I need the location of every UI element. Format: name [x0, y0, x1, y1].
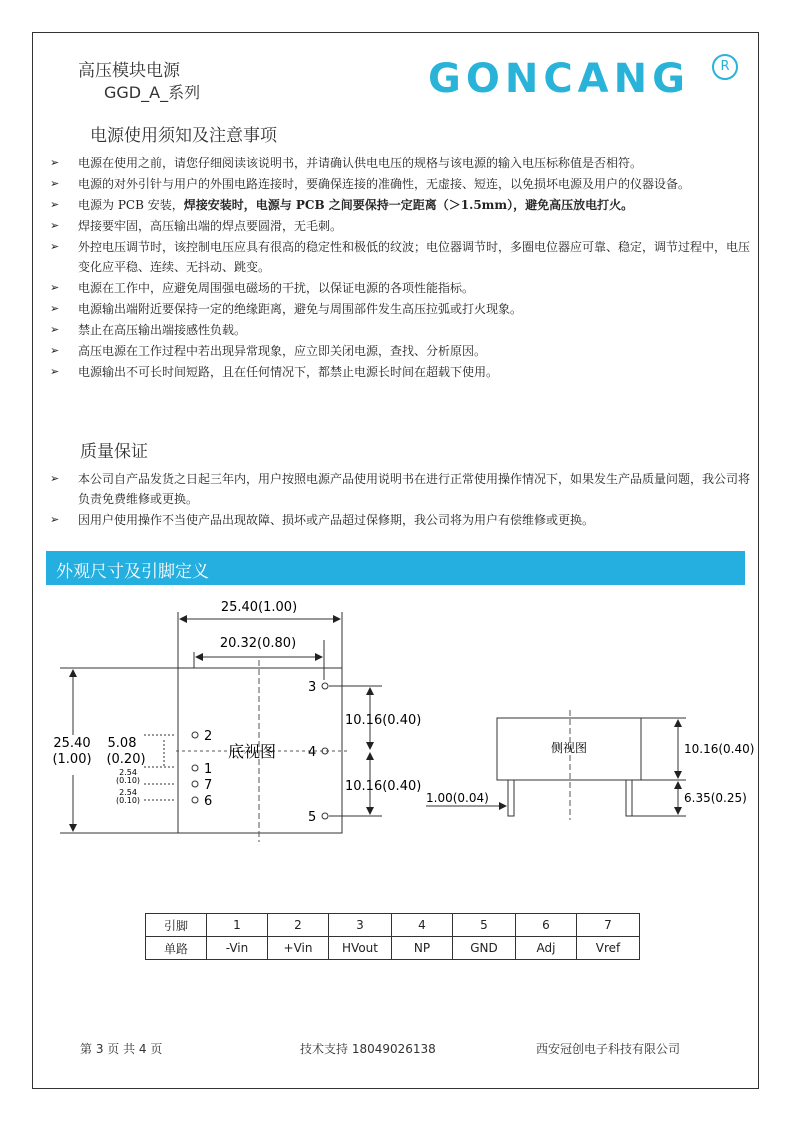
- list-item: ➢ 因用户使用操作不当使产品出现故障、损坏或产品超过保修期，我公司将为用户有偿维修或更换。: [50, 513, 595, 527]
- pin-6: [192, 797, 198, 803]
- list-item: ➢ 焊接要牢固，高压输出端的焊点要圆滑，无毛刺。: [50, 219, 343, 233]
- table-cell: 1: [207, 914, 268, 937]
- table-cell: 5: [453, 914, 516, 937]
- right-span-1-label: 10.16(0.40): [345, 713, 422, 728]
- table-header-cell: 引脚: [146, 914, 207, 937]
- svg-text:5: 5: [308, 810, 317, 825]
- registered-mark: R: [712, 54, 738, 80]
- svg-text:2: 2: [204, 729, 213, 744]
- dimensions-title: 外观尺寸及引脚定义: [56, 562, 209, 582]
- company-logo: GONCANG: [428, 56, 690, 102]
- list-item: ➢ 本公司自产品发货之日起三年内，用户按照电源产品使用说明书在进行正常使用操作情况下，如果发生产品质量问题，我公司将负责免费维修或更换。: [50, 472, 751, 506]
- table-cell: Adj: [516, 937, 577, 960]
- pin-length-label: 6.35(0.25): [684, 791, 747, 805]
- pin-3: [322, 683, 328, 689]
- svg-text:1: 1: [204, 762, 213, 777]
- quality-list: [50, 469, 750, 531]
- series-name: GGD_A_系列: [104, 83, 201, 102]
- svg-text:3: 3: [308, 680, 317, 695]
- pin-diameter-label: 1.00(0.04): [426, 791, 489, 805]
- side-height-label: 10.16(0.40): [684, 742, 755, 756]
- table-cell: 2: [268, 914, 329, 937]
- quality-title: 质量保证: [80, 442, 148, 462]
- support-phone: 技术支持 18049026138: [300, 1042, 436, 1056]
- table-row: [146, 914, 640, 937]
- notes-list: [50, 153, 750, 383]
- side-view-label: 侧视图: [550, 741, 588, 755]
- list-item: ➢ 禁止在高压输出端接感性负载。: [50, 323, 247, 337]
- svg-text:4: 4: [308, 745, 317, 760]
- table-header-cell: 单路: [146, 937, 207, 960]
- pin-table: [145, 913, 640, 960]
- table-row: [146, 937, 640, 960]
- pcb-warning: 焊接安装时，电源与 PCB 之间要保持一定距离（＞1.5mm），避免高压放电打火。: [183, 198, 634, 212]
- table-cell: -Vin: [207, 937, 268, 960]
- side-pin-right: [626, 780, 632, 816]
- pin-2: [192, 732, 198, 738]
- svg-text:6: 6: [204, 794, 213, 809]
- list-item: ➢ 电源在使用之前，请您仔细阅读该说明书，并请确认供电电压的规格与该电源的输入电压标称值是否相符。: [50, 156, 643, 170]
- pitch-inch-2: (0.10): [115, 796, 141, 805]
- list-item: ➢ 外控电压调节时，该控制电压应具有很高的稳定性和极低的纹波；电位器调节时，多圈电位器应可靠、稳定，调节过程中，电压变化应平稳、连续、无抖动、跳变。: [50, 240, 751, 274]
- side-pin-left: [508, 780, 514, 816]
- table-cell: 6: [516, 914, 577, 937]
- product-name: 高压模块电源: [78, 61, 180, 81]
- notes-title: 电源使用须知及注意事项: [90, 126, 277, 146]
- table-cell: 4: [392, 914, 453, 937]
- height-total-inch: (1.00): [52, 752, 92, 767]
- dimensions-section-bar: [46, 551, 745, 585]
- company-name: 西安冠创电子科技有限公司: [536, 1042, 681, 1056]
- list-item: ➢ 电源输出不可长时间短路，且在任何情况下，都禁止电源长时间在超载下使用。: [50, 365, 499, 379]
- svg-text:7: 7: [204, 778, 213, 793]
- pin-1: [192, 765, 198, 771]
- list-item: ➢ 电源在工作中，应避免周围强电磁场的干扰，以保证电源的各项性能指标。: [50, 281, 475, 295]
- dimension-drawing: [0, 585, 793, 845]
- list-item: ➢ 电源输出端附近要保持一定的绝缘距离，避免与周围部件发生高压拉弧或打火现象。: [50, 302, 523, 316]
- width-pins-label: 20.32(0.80): [219, 636, 297, 651]
- width-total-label: 25.40(1.00): [220, 600, 298, 615]
- table-cell: GND: [453, 937, 516, 960]
- table-cell: Vref: [577, 937, 640, 960]
- table-cell: NP: [392, 937, 453, 960]
- list-item: ➢ 电源为 PCB 安装，焊接安装时，电源与 PCB 之间要保持一定距离（＞1.5mm），避免高压放电打火。: [50, 198, 634, 212]
- table-cell: 3: [329, 914, 392, 937]
- list-item: ➢ 电源的对外引针与用户的外围电路连接时，要确保连接的准确性，无虚接、短连，以免损坏电源及用户的仪器设备。: [50, 177, 691, 191]
- table-cell: 7: [577, 914, 640, 937]
- pitch-inch-1: (0.10): [115, 776, 141, 785]
- bottom-view-label: 底视图: [228, 742, 277, 761]
- offset-inch: (0.20): [106, 752, 146, 767]
- right-span-2-label: 10.16(0.40): [345, 779, 422, 794]
- pin-5: [322, 813, 328, 819]
- offset-label: 5.08: [107, 736, 137, 751]
- table-cell: +Vin: [268, 937, 329, 960]
- pin-7: [192, 781, 198, 787]
- pitch-label-1: 2.54: [119, 768, 137, 777]
- table-cell: HVout: [329, 937, 392, 960]
- pitch-label-2: 2.54: [119, 788, 137, 797]
- page-number: 第 3 页 共 4 页: [80, 1042, 163, 1056]
- list-item: ➢ 高压电源在工作过程中若出现异常现象，应立即关闭电源，查找、分析原因。: [50, 344, 487, 358]
- height-total-label: 25.40: [53, 736, 91, 751]
